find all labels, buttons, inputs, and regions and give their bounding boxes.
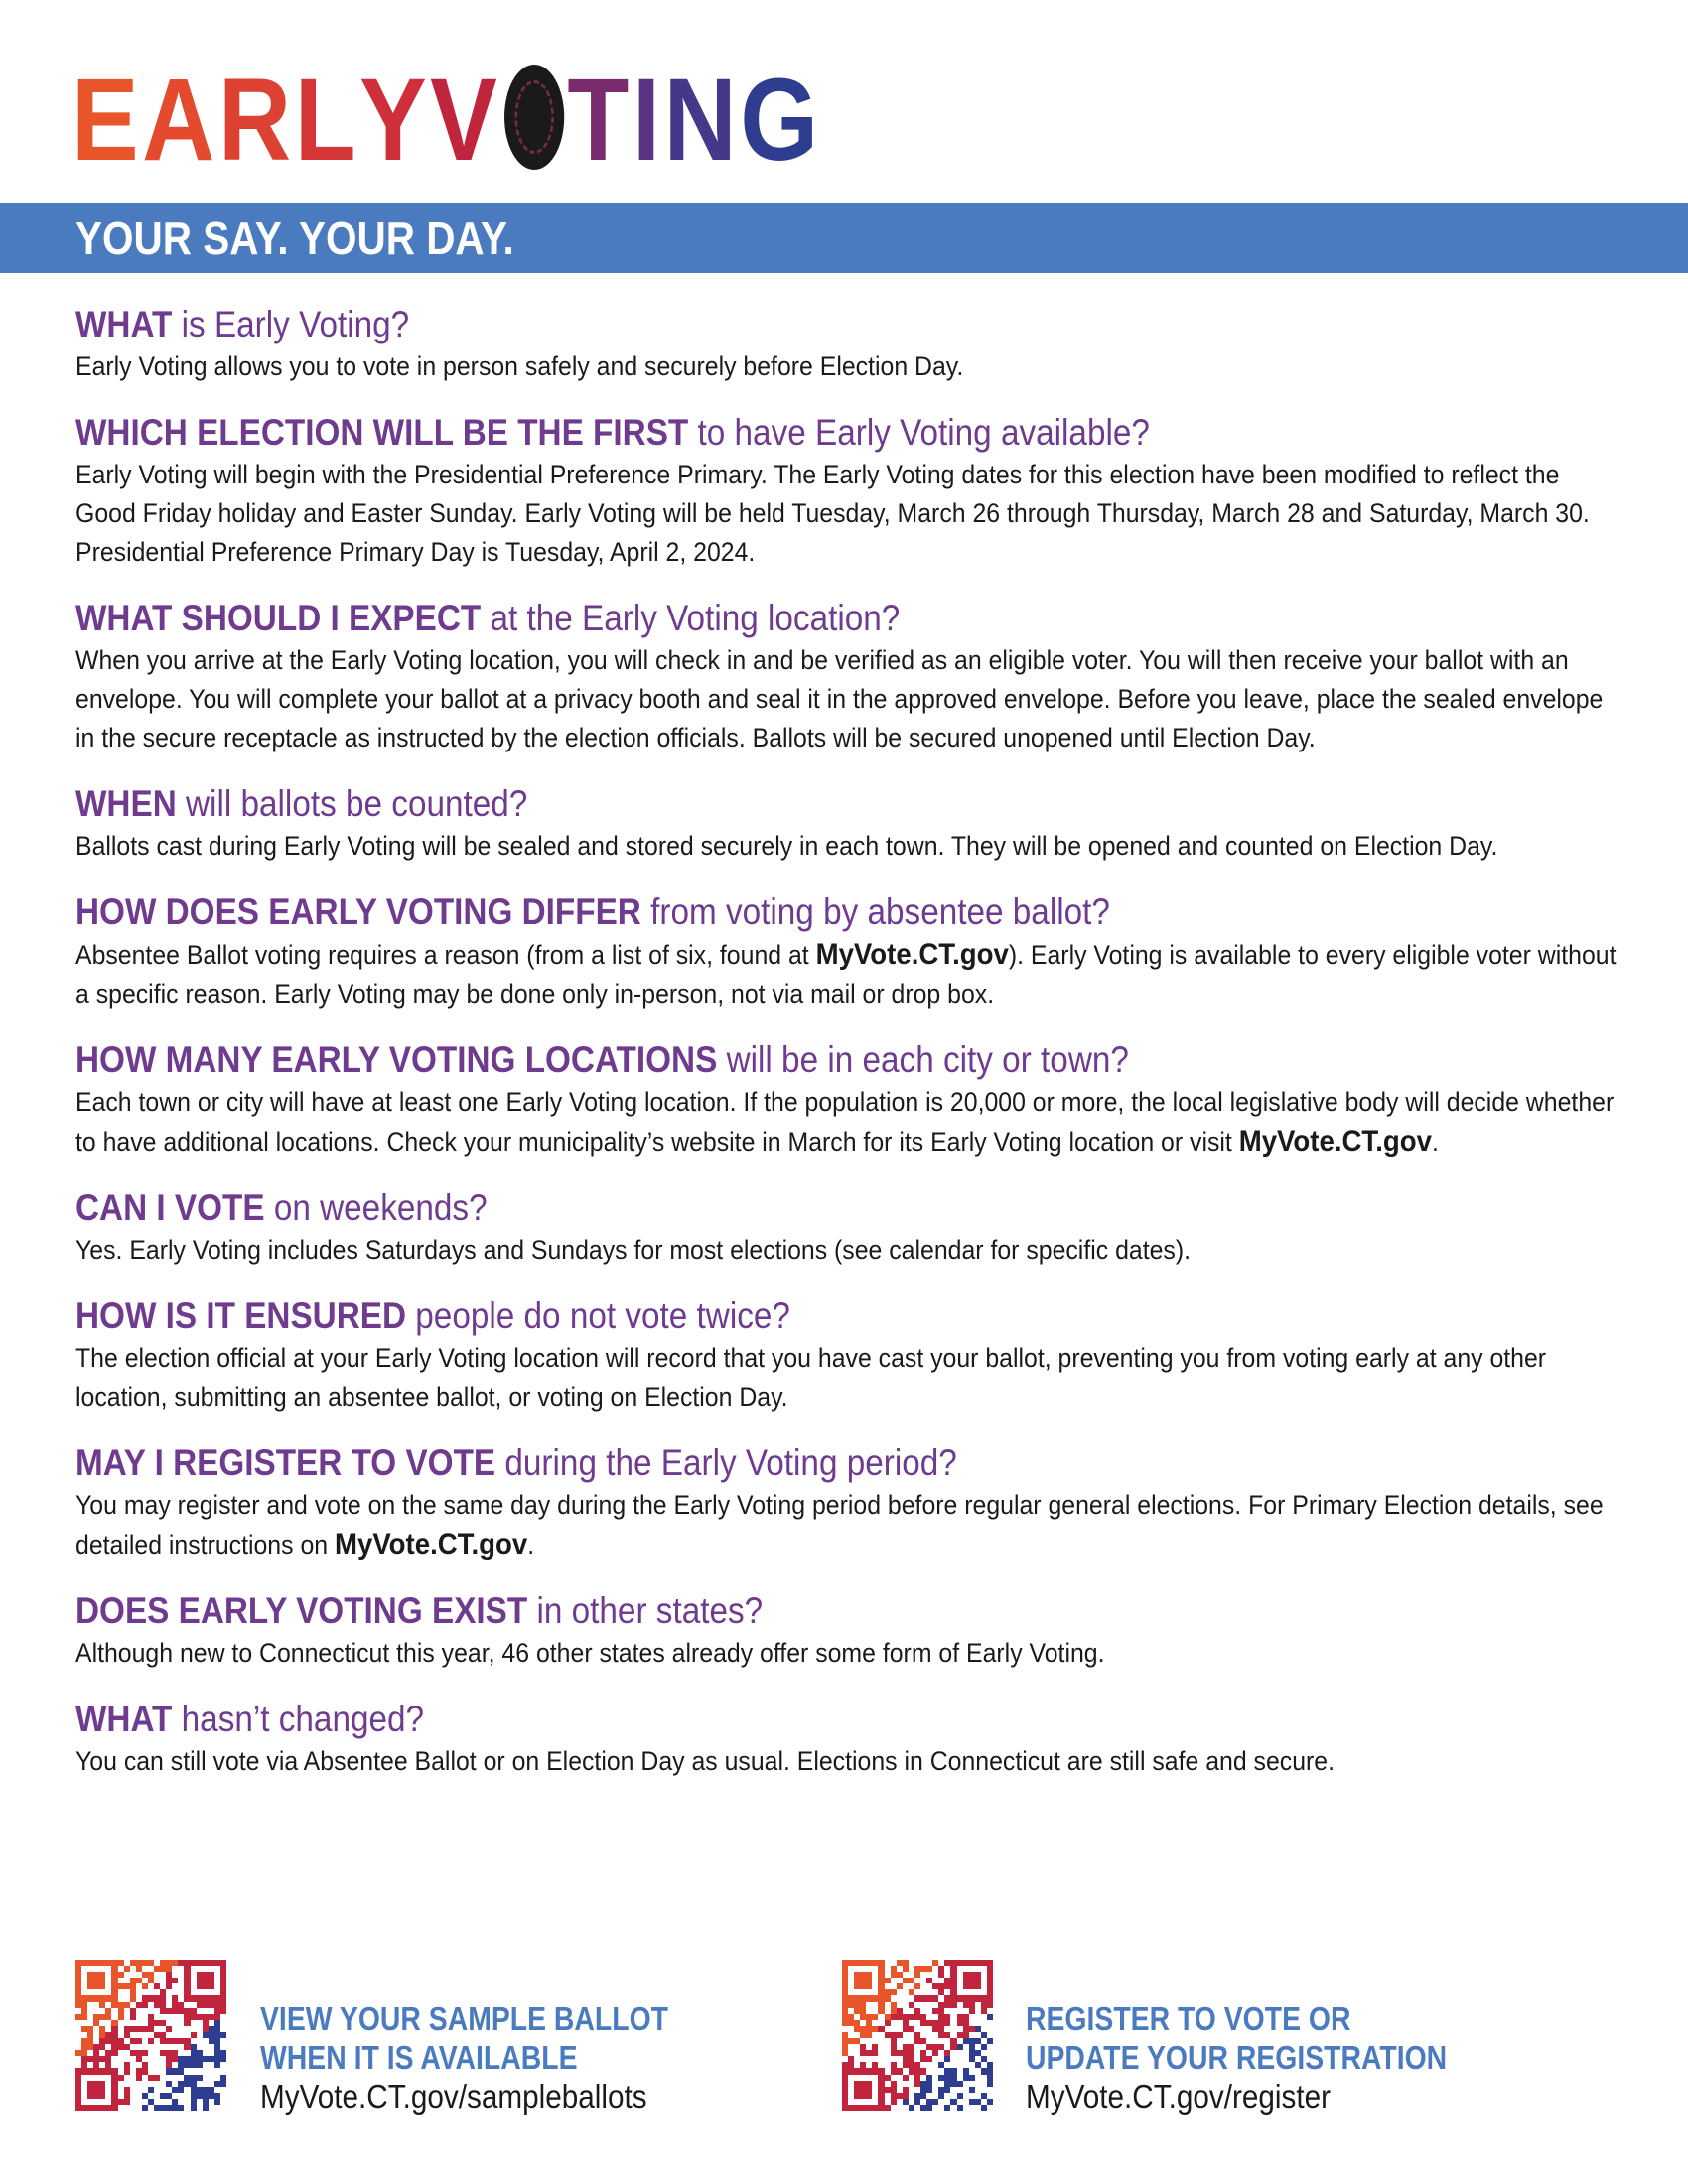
faq-answer	[75, 935, 1619, 1014]
sample-ballot-link[interactable]: MyVote.CT.gov/sampleballots	[260, 2078, 647, 2115]
faq-question-rest: during the Early Voting period?	[495, 1442, 957, 1483]
faq-answer: Yes. Early Voting includes Saturdays and Sundays for most elections (see calendar for specific dates).	[75, 1235, 1192, 1265]
myvote-link[interactable]: MyVote.CT.gov	[815, 938, 1009, 971]
logo-letter: V	[430, 55, 501, 186]
logo-letter: L	[294, 55, 360, 186]
faq-item	[75, 1590, 1624, 1673]
faq-question-keyword: HOW DOES EARLY VOTING DIFFER	[75, 891, 641, 932]
faq-question-rest: people do not vote twice?	[406, 1296, 790, 1336]
tagline-banner	[0, 203, 1688, 273]
faq-question-keyword: WHEN	[75, 783, 177, 824]
faq-question-keyword: WHAT	[75, 304, 173, 344]
register-cta	[1026, 1999, 1515, 2116]
logo-letter: A	[142, 55, 218, 186]
faq-question-keyword: HOW IS IT ENSURED	[75, 1296, 407, 1336]
logo-letter: N	[663, 55, 741, 186]
faq-question-keyword: DOES EARLY VOTING EXIST	[75, 1590, 528, 1631]
faq-answer	[75, 1486, 1619, 1565]
faq-item	[75, 412, 1624, 572]
faq-answer: Ballots cast during Early Voting will be sealed and stored securely in each town. They will be opened and counted on Election Day.	[75, 831, 1498, 861]
faq-question-rest: will ballots be counted?	[176, 783, 528, 824]
logo-letter: T	[567, 55, 633, 186]
faq-answer: You can still vote via Absentee Ballot or on Election Day as usual. Elections in Connecticut are still safe and secure.	[75, 1746, 1336, 1776]
logo-letter: R	[217, 55, 295, 186]
faq-question-keyword: WHAT	[75, 1699, 173, 1739]
faq-item	[75, 891, 1624, 1014]
faq-question	[75, 412, 1470, 454]
faq-item	[75, 1187, 1624, 1270]
faq-question-rest: from voting by absentee ballot?	[640, 891, 1110, 932]
faq-question-keyword: CAN I VOTE	[75, 1187, 265, 1228]
faq-answer-text: You may register and vote on the same day during the Early Voting period before regular general elections. For Primary Election details, see detailed instructions on	[75, 1490, 1604, 1560]
cta-line-1: VIEW YOUR SAMPLE BALLOT	[260, 2000, 668, 2037]
cta-line-2: WHEN IT IS AVAILABLE	[260, 2039, 578, 2076]
myvote-link[interactable]: MyVote.CT.gov	[334, 1528, 528, 1561]
faq-item	[75, 304, 1624, 386]
faq-question	[75, 783, 1470, 825]
faq-item	[75, 598, 1624, 757]
logo-text-early	[71, 55, 501, 186]
register-link[interactable]: MyVote.CT.gov/register	[1026, 2078, 1332, 2115]
faq-answer: The election official at your Early Voting location will record that you have cast your ballot, preventing you from voting early at any other location, submitting an absentee ballot, or voting on Election Day.	[75, 1343, 1547, 1412]
cta-line-2: UPDATE YOUR REGISTRATION	[1026, 2039, 1448, 2076]
ballot-oval-icon	[504, 65, 564, 170]
faq-question	[75, 598, 1470, 639]
faq-item	[75, 1039, 1624, 1161]
faq-item	[75, 1296, 1624, 1417]
logo-letter: E	[71, 55, 143, 186]
faq-question-rest: hasn’t changed?	[172, 1699, 425, 1739]
faq-question-keyword: WHAT SHOULD I EXPECT	[75, 598, 482, 638]
faq-item	[75, 1442, 1624, 1565]
faq-answer-text: .	[527, 1530, 535, 1560]
faq-question-rest: is Early Voting?	[172, 304, 410, 344]
sample-ballot-qr-code[interactable]	[75, 1960, 226, 2111]
faq-question	[75, 1442, 1470, 1484]
faq-answer	[75, 1083, 1619, 1161]
logo-letter: Y	[359, 55, 431, 186]
faq-question-keyword: MAY I REGISTER TO VOTE	[75, 1442, 496, 1483]
cta-line-1: REGISTER TO VOTE OR	[1026, 2000, 1351, 2037]
faq-question	[75, 1699, 1470, 1740]
faq-answer-text: ). Early Voting is available to every eligible voter without a specific reason. Early Voting may be done only in-person, not via mail or drop box.	[75, 940, 1617, 1009]
faq-item	[75, 783, 1624, 866]
faq-answer: When you arrive at the Early Voting location, you will check in and be verified as an eligible voter. You will then receive your ballot with an envelope. You will complete your ballot at a privacy booth and seal it in the approved envelope. Before you leave, place the sealed envelope in the secure receptacle as instructed by the election officials. Ballots will be secured unopened until Election Day.	[75, 645, 1604, 752]
myvote-link[interactable]: MyVote.CT.gov	[1238, 1125, 1432, 1158]
faq-question	[75, 304, 1470, 345]
faq-answer: Early Voting will begin with the Presidential Preference Primary. The Early Voting dates for this election have been modified to reflect the Good Friday holiday and Easter Sunday. Early Voting will be held Tuesday, March 26 through Thursday, March 28 and Saturday, March 30. Presidential Preference Primary Day is Tuesday, April 2, 2024.	[75, 460, 1590, 567]
faq-question	[75, 1590, 1470, 1632]
early-voting-logo	[71, 55, 822, 186]
faq-answer-text: Each town or city will have at least one Early Voting location. If the population is 20,000 or more, the local legislative body will decide whether to have additional locations. Check your municipality’s website in March for its Early Voting location or visit	[75, 1087, 1615, 1157]
faq-question	[75, 1296, 1470, 1337]
faq-question-rest: to have Early Voting available?	[688, 412, 1150, 453]
register-qr-code[interactable]	[842, 1960, 993, 2111]
faq-question	[75, 1187, 1470, 1229]
faq-list	[75, 304, 1624, 1807]
faq-question-rest: at the Early Voting location?	[481, 598, 901, 638]
logo-text-ting	[567, 55, 822, 186]
faq-question-keyword: HOW MANY EARLY VOTING LOCATIONS	[75, 1039, 718, 1080]
tagline: YOUR SAY. YOUR DAY.	[75, 212, 514, 264]
faq-answer-text: Absentee Ballot voting requires a reason (from a list of six, found at	[75, 940, 816, 970]
sample-ballot-cta	[260, 1999, 735, 2116]
faq-question	[75, 1039, 1470, 1081]
faq-item	[75, 1699, 1624, 1781]
faq-answer: Early Voting allows you to vote in person safely and securely before Election Day.	[75, 351, 964, 381]
logo-letter: I	[632, 55, 664, 186]
faq-question-keyword: WHICH ELECTION WILL BE THE FIRST	[75, 412, 689, 453]
faq-question-rest: in other states?	[527, 1590, 764, 1631]
faq-question-rest: will be in each city or town?	[717, 1039, 1129, 1080]
logo-letter: G	[740, 55, 822, 186]
faq-question	[75, 891, 1470, 933]
faq-answer: Although new to Connecticut this year, 46 other states already offer some form of Early Voting.	[75, 1638, 1105, 1668]
faq-question-rest: on weekends?	[264, 1187, 488, 1228]
faq-answer-text: .	[1431, 1127, 1439, 1157]
